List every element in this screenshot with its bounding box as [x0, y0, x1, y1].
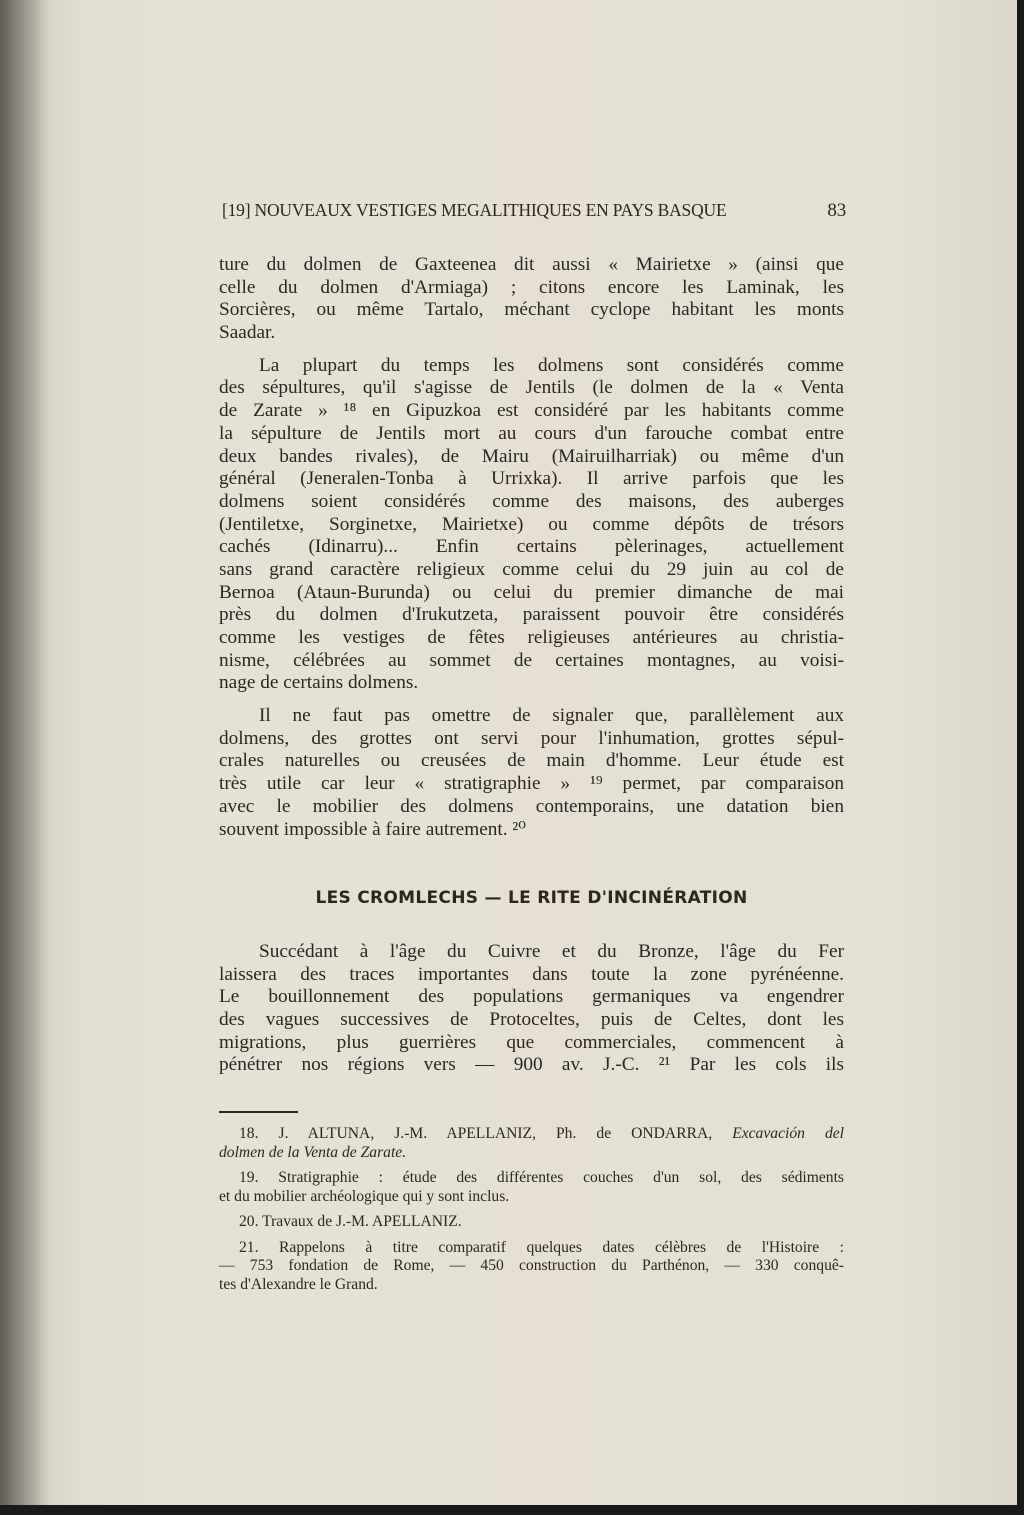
- text-line: Il ne faut pas omettre de signaler que, parallèlement aux: [259, 705, 844, 727]
- text-line: 20. Travaux de J.-M. APELLANIZ.: [239, 1213, 462, 1230]
- text-line: des vagues successives de Protoceltes, puis de Celtes, dont les: [219, 1009, 844, 1031]
- text-line: Bernoa (Ataun-Burunda) ou celui du premier dimanche de mai: [219, 581, 844, 603]
- section-heading: LES CROMLECHS — LE RITE D'INCINÉRATION: [315, 888, 748, 908]
- text-line: souvent impossible à faire autrement. ²⁰: [219, 818, 526, 840]
- text-line: avec le mobilier des dolmens contemporains, une datation bien: [219, 795, 844, 817]
- footnote: [219, 1213, 844, 1232]
- text-line: dolmen de la Venta de Zarate.: [219, 1143, 407, 1161]
- text-line: La plupart du temps les dolmens sont considérés comme: [259, 354, 844, 376]
- footnote-rule: [219, 1111, 298, 1113]
- text-line: celle du dolmen d'Armiaga) ; citons encore les Laminak, les: [219, 276, 844, 298]
- text-line: pénétrer nos régions vers — 900 av. J.-C. ²¹ Par les cols ils: [219, 1054, 844, 1076]
- paragraph: [219, 941, 844, 1077]
- footnotes: [219, 1125, 844, 1294]
- text-line: — 753 fondation de Rome, — 450 construction du Parthénon, — 330 conquê-: [219, 1257, 844, 1274]
- text-line: Le bouillonnement des populations germaniques va engendrer: [219, 986, 844, 1008]
- footnote: [219, 1169, 844, 1206]
- text-line: dolmens soient considérés comme des maisons, des auberges: [219, 490, 844, 512]
- text-line: 19. Stratigraphie : étude des différentes couches d'un sol, des sédiments: [239, 1169, 844, 1186]
- text-line: nage de certains dolmens.: [219, 672, 419, 694]
- paragraph: [219, 355, 844, 695]
- text-line: migrations, plus guerrières que commerciales, commencent à: [219, 1031, 844, 1053]
- text-line: dolmens, des grottes ont servi pour l'inhumation, grottes sépul-: [219, 727, 844, 749]
- footnote: [219, 1239, 844, 1295]
- body-text-top: [219, 254, 844, 841]
- text-line: des sépultures, qu'il s'agisse de Jentils (le dolmen de la « Venta: [219, 377, 844, 399]
- text-line: ture du dolmen de Gaxteenea dit aussi « Mairietxe » (ainsi que: [219, 254, 844, 275]
- text-line: la sépulture de Jentils mort au cours d'un farouche combat entre: [219, 422, 844, 444]
- text-line: crales naturelles ou creusées de main d'homme. Leur étude est: [219, 750, 844, 772]
- book-gutter-shadow: [0, 0, 50, 1505]
- paragraph: [219, 705, 844, 841]
- text-line: deux bandes rivales), de Mairu (Mairuilharriak) ou même d'un: [219, 445, 844, 467]
- text-line: nisme, célébrées au sommet de certaines montagnes, au voisi-: [219, 649, 844, 671]
- text-line: près du dolmen d'Irukutzeta, paraissent pouvoir être considérés: [219, 604, 844, 626]
- text-line: laissera des traces importantes dans toute la zone pyrénéenne.: [219, 963, 844, 985]
- paragraph: [219, 254, 844, 345]
- text-line: (Jentiletxe, Sorginetxe, Mairietxe) ou comme dépôts de trésors: [219, 513, 844, 535]
- text-line: tes d'Alexandre le Grand.: [219, 1275, 378, 1293]
- running-head-title: [19] NOUVEAUX VESTIGES MEGALITHIQUES EN PAYS BASQUE: [222, 200, 727, 220]
- text-line: sans grand caractère religieux comme celui du 29 juin au col de: [219, 558, 844, 580]
- text-line: et du mobilier archéologique qui y sont inclus.: [219, 1187, 510, 1205]
- text-line: de Zarate » ¹⁸ en Gipuzkoa est considéré par les habitants comme: [219, 400, 844, 422]
- text-line: Sorcières, ou même Tartalo, méchant cyclope habitant les monts: [219, 299, 844, 321]
- text-line: Saadar.: [219, 322, 276, 344]
- footnote: [219, 1125, 844, 1162]
- body-text-bottom: [219, 941, 844, 1077]
- text-line: comme les vestiges de fêtes religieuses antérieures au christia-: [219, 627, 844, 648]
- text-line: 21. Rappelons à titre comparatif quelques dates célèbres de l'Histoire :: [239, 1238, 844, 1256]
- text-line: Succédant à l'âge du Cuivre et du Bronze, l'âge du Fer: [259, 941, 844, 962]
- text-line: général (Jeneralen-Tonba à Urrixka). Il arrive parfois que les: [219, 468, 844, 490]
- page-number: 83: [827, 200, 846, 221]
- text-line: 18. J. ALTUNA, J.-M. APELLANIZ, Ph. de ONDARRA, Excavación del: [239, 1125, 844, 1142]
- text-line: cachés (Idinarru)... Enfin certains pèlerinages, actuellement: [219, 536, 844, 558]
- running-head: [222, 200, 846, 221]
- text-line: très utile car leur « stratigraphie » ¹⁹ permet, par comparaison: [219, 773, 844, 795]
